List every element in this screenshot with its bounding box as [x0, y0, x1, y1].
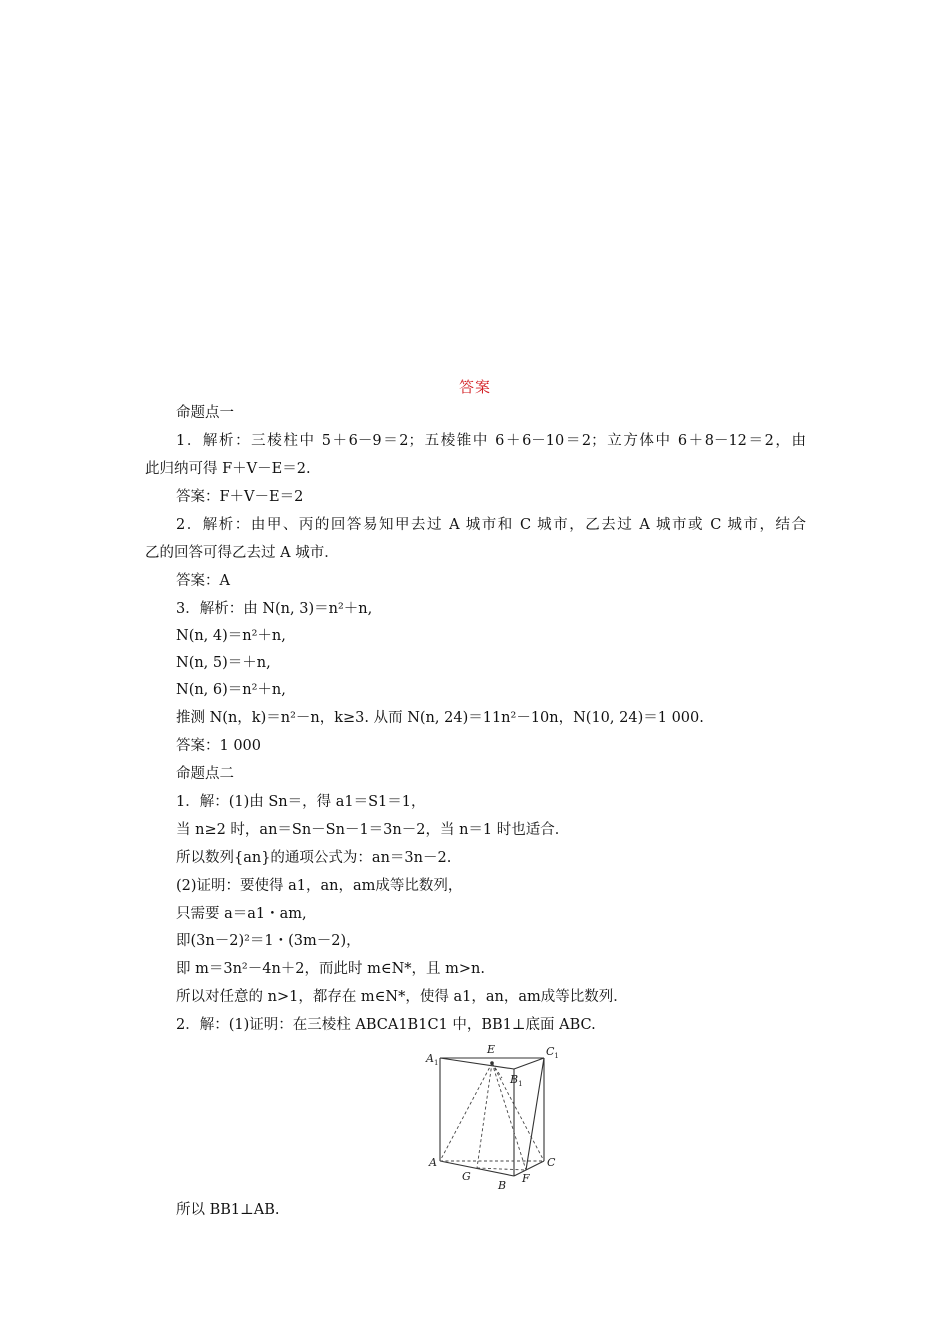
- label-A1: $A_1$: [426, 1052, 439, 1067]
- answer-line: 答案：A: [176, 573, 230, 589]
- answer-line: 答案：F＋V－E＝2: [176, 489, 304, 505]
- section-heading-1: 命题点一: [176, 405, 234, 421]
- section-heading-2: 命题点二: [176, 766, 234, 782]
- label-E: E: [487, 1043, 496, 1056]
- label-C1: $C_1$: [546, 1045, 559, 1060]
- text-line: (2)证明：要使得 a1，an，am成等比数列，: [176, 878, 463, 894]
- label-A: A: [429, 1156, 437, 1169]
- text-line: 1．解析：三棱柱中 5＋6－9＝2；五棱锥中 6＋6－10＝2；立方体中 6＋8－12＝2，由: [176, 433, 806, 449]
- answer-title: 答案: [458, 378, 491, 396]
- label-B1: $B_1$: [510, 1073, 523, 1088]
- text-line: N(n, 4)＝n²＋n,: [176, 628, 286, 644]
- text-line: 即 m＝3n²－4n＋2，而此时 m∈N*，且 m>n.: [176, 961, 486, 977]
- text-line: N(n, 5)＝＋n,: [176, 655, 271, 671]
- label-F: F: [522, 1172, 530, 1185]
- text-line: 所以数列{an}的通项公式为：an＝3n－2.: [176, 850, 452, 866]
- text-line: 乙的回答可得乙去过 A 城市．: [145, 545, 339, 561]
- text-line: 2．解析：由甲、丙的回答易知甲去过 A 城市和 C 城市，乙去过 A 城市或 C 城市，结合: [176, 517, 806, 533]
- text-line: 即(3n－2)²＝1・(3m－2)，: [176, 933, 361, 949]
- text-line: N(n, 6)＝n²＋n,: [176, 682, 286, 698]
- label-B: B: [498, 1179, 507, 1192]
- label-G: G: [462, 1170, 471, 1183]
- text-line: 只需要 a＝a1・am,: [176, 906, 307, 922]
- text-line: 所以对任意的 n>1，都存在 m∈N*，使得 a1，an，am成等比数列．: [176, 989, 628, 1005]
- text-line: 推测 N(n，k)＝n²－n，k≥3. 从而 N(n, 24)＝11n²－10n，N(10, 24)＝1 000.: [176, 710, 704, 726]
- text-line: 2．解：(1)证明：在三棱柱 ABCA1B1C1 中，BB1⊥底面 ABC.: [176, 1017, 596, 1033]
- text-line: 1．解：(1)由 Sn＝，得 a1＝S1＝1，: [176, 794, 426, 810]
- text-line: 此归纳可得 F＋V－E＝2.: [145, 461, 311, 477]
- text-line: 所以 BB1⊥AB.: [176, 1202, 280, 1218]
- answer-line: 答案：1 000: [176, 738, 262, 754]
- label-C: C: [547, 1156, 556, 1169]
- text-line: 3．解析：由 N(n, 3)＝n²＋n,: [176, 601, 373, 617]
- text-line: 当 n≥2 时，an＝Sn－Sn－1＝3n－2，当 n＝1 时也适合．: [176, 822, 570, 838]
- prism-figure: [418, 1038, 568, 1196]
